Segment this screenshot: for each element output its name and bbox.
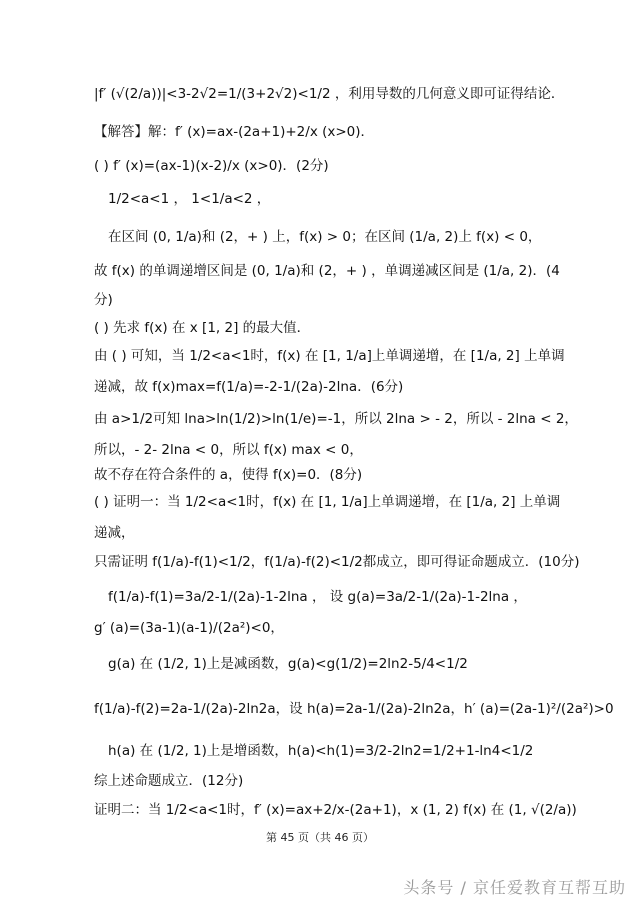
watermark: 头条号 / 京任爱教育互帮互助	[403, 878, 626, 897]
text-line: 综上述命题成立．(12分)	[94, 773, 244, 789]
text-line: ( ) f′ (x)=(ax-1)(x-2)/x (x>0)．(2分)	[94, 158, 329, 174]
text-line: f(1/a)-f(2)=2a-1/(2a)-2ln2a，设 h(a)=2a-1/(2a)-2ln2a，h′ (a)=(2a-1)²/(2a²)>0	[94, 701, 614, 717]
text-line: 由 ( ) 可知，当 1/2<a<1时，f(x) 在 [1, 1/a]上单调递增，在 [1/a, 2] 上单调	[94, 348, 565, 364]
text-line: 在区间 (0, 1/a)和 (2，+ ) 上，f(x) > 0；在区间 (1/a, 2)上 f(x) < 0，	[108, 229, 542, 245]
text-line: 由 a>1/2可知 lna>ln(1/2)>ln(1/e)=-1，所以 2lna > - 2，所以 - 2lna < 2，	[94, 411, 578, 427]
text-line: 故不存在符合条件的 a，使得 f(x)=0．(8分)	[94, 467, 363, 483]
text-line: f(1/a)-f(1)=3a/2-1/(2a)-1-2lna ， 设 g(a)=3a/2-1/(2a)-1-2lna ，	[108, 589, 527, 605]
text-line: g′ (a)=(3a-1)(a-1)/(2a²)<0，	[94, 620, 284, 636]
text-line: 故 f(x) 的单调递增区间是 (0, 1/a)和 (2，+ ) ，单调递减区间是 (1/a, 2)．(4	[94, 263, 560, 279]
text-line: h(a) 在 (1/2, 1)上是增函数，h(a)<h(1)=3/2-2ln2=1/2+1-ln4<1/2	[108, 743, 534, 759]
text-line: 证明二：当 1/2<a<1时，f′ (x)=ax+2/x-(2a+1)，x (1, 2) f(x) 在 (1, √(2/a))	[94, 802, 577, 818]
text-line: |f′ (√(2/a))|<3-2√2=1/(3+2√2)<1/2 ，利用导数的几何意义即可证得结论．	[94, 86, 565, 102]
text-line: 只需证明 f(1/a)-f(1)<1/2，f(1/a)-f(2)<1/2都成立，即可得证命题成立．(10分)	[94, 554, 580, 570]
page-footer: 第 45 页（共 46 页）	[266, 831, 374, 844]
text-line: ( ) 证明一：当 1/2<a<1时，f(x) 在 [1, 1/a]上单调递增，在 [1/a, 2] 上单调	[94, 494, 561, 510]
text-line: g(a) 在 (1/2, 1)上是减函数，g(a)<g(1/2)=2ln2-5/4<1/2	[108, 656, 468, 672]
text-line: 所以，- 2- 2lna < 0，所以 f(x) max < 0，	[94, 442, 363, 458]
text-line: ( ) 先求 f(x) 在 x [1, 2] 的最大值．	[94, 320, 311, 336]
text-line: 分)	[94, 292, 113, 308]
text-line: 1/2<a<1 ， 1<1/a<2 ，	[108, 191, 271, 207]
text-line: 递减，故 f(x)max=f(1/a)=-2-1/(2a)-2lna．(6分)	[94, 379, 404, 395]
text-line: 递减，	[94, 525, 135, 541]
text-line: 【解答】解：f′ (x)=ax-(2a+1)+2/x (x>0)．	[94, 124, 375, 140]
